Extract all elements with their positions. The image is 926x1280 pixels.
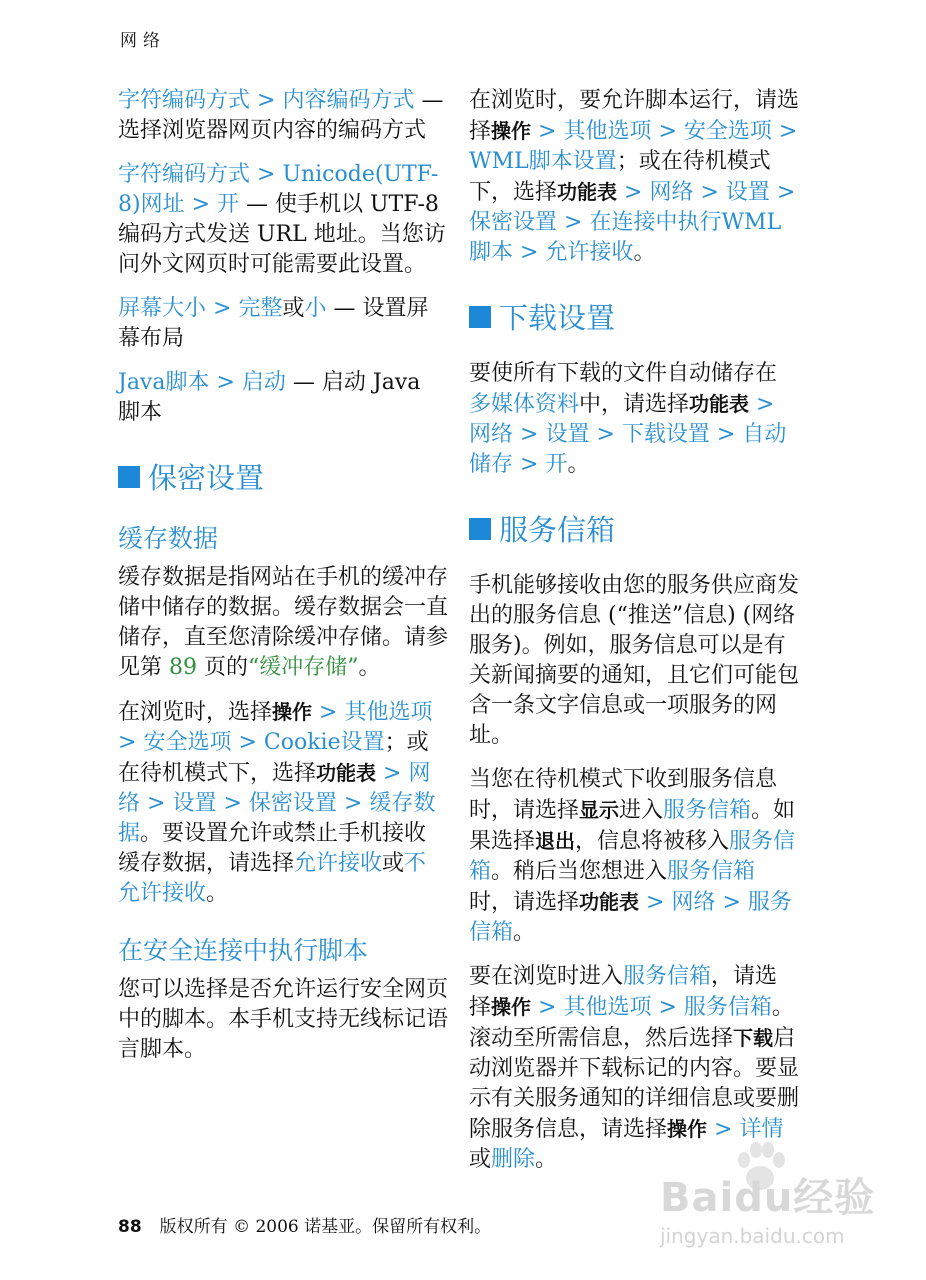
- menu-network: 网络: [671, 890, 716, 915]
- arrow: >: [209, 370, 242, 395]
- text: 。: [567, 452, 590, 477]
- arrow: >: [769, 180, 796, 205]
- menu-small: 小: [304, 296, 327, 321]
- softkey-show: 显示: [579, 798, 620, 822]
- menu-disallow: 不允许接收: [118, 851, 427, 906]
- arrow: >: [589, 422, 622, 447]
- menu-gallery: 多媒体资料: [469, 392, 580, 417]
- arrow: >: [707, 1117, 740, 1142]
- arrow: >: [206, 296, 239, 321]
- menu-network: 网络: [649, 180, 694, 205]
- description: — 选择浏览器网页内容的编码方式: [118, 88, 444, 143]
- menu-service-inbox: 服务信箱: [469, 890, 792, 945]
- menu-settings: 设置: [545, 422, 590, 447]
- arrow: >: [557, 210, 590, 235]
- page-reference: 89: [169, 655, 197, 680]
- text-or: 或: [382, 851, 405, 876]
- text: 。如果选择: [469, 798, 796, 854]
- menu-on: 开: [545, 452, 568, 477]
- arrow: >: [312, 700, 345, 725]
- text: 。稍后当您想进入: [491, 859, 668, 884]
- arrow: >: [715, 890, 748, 915]
- menu-security-options: 安全选项: [143, 730, 232, 755]
- softkey-menu: 功能表: [557, 180, 618, 204]
- menu-allow: 允许接收: [294, 851, 383, 876]
- arrow: >: [336, 791, 370, 816]
- arrow: >: [118, 730, 144, 755]
- softkey-menu: 功能表: [316, 761, 377, 785]
- softkey-options: 操作: [272, 700, 313, 724]
- left-column: [118, 86, 448, 1079]
- menu-network: 网络: [118, 761, 431, 816]
- menu-security-options: 安全选项: [683, 119, 772, 144]
- menu-service-inbox: 服务信箱: [663, 798, 752, 823]
- menu-content-encoding: 内容编码方式: [282, 88, 415, 113]
- heading-secure-script: 在安全连接中执行脚本: [118, 936, 369, 965]
- text: 。滚动至所需信息，然后选择: [469, 995, 794, 1051]
- menu-service-inbox: 服务信箱: [683, 995, 772, 1020]
- softkey-download: 下载: [733, 1026, 774, 1050]
- paragraph-inbox-intro: 手机能够接收由您的服务供应商发出的服务信息 (“推送”信息) (网络服务)。例如，服务信息可以是有关新闻摘要的通知，且它们可能包含一条文字信息或一项服务的网址。: [469, 573, 800, 748]
- paragraph-download: [469, 359, 799, 480]
- paragraph-cache-path: [118, 697, 448, 909]
- arrow: >: [709, 422, 743, 447]
- softkey-menu: 功能表: [579, 890, 640, 914]
- heading-square-icon: [469, 518, 491, 540]
- heading-square-icon: [469, 306, 491, 328]
- menu-unicode-url: Unicode(UTF-8)网址: [118, 162, 439, 217]
- arrow: >: [250, 162, 283, 187]
- softkey-exit: 退出: [535, 829, 576, 853]
- text: 要使所有下载的文件自动储存在: [469, 361, 778, 386]
- menu-settings: 设置: [172, 791, 217, 816]
- softkey-options: 操作: [491, 119, 532, 143]
- paragraph-java-script: [118, 368, 448, 428]
- menu-other-options: 其他选项: [344, 700, 433, 725]
- arrow: >: [513, 452, 546, 477]
- text: 页的: [197, 655, 248, 680]
- arrow: >: [184, 192, 218, 217]
- page-footer: [118, 1212, 491, 1237]
- arrow: >: [651, 995, 684, 1020]
- menu-auto-save: 自动储存: [469, 422, 787, 477]
- description: — 设置屏幕布局: [118, 296, 429, 351]
- menu-full: 完整: [238, 296, 283, 321]
- paragraph-char-encoding-unicode: [118, 160, 448, 280]
- text: 。: [633, 240, 656, 265]
- text: 缓存数据是指网站在手机的缓冲存储中储存的数据。缓存数据会一直储存，直至您清除缓冲存储。请参见第: [118, 565, 449, 680]
- text: 时，请选择: [469, 890, 580, 915]
- text: 要在浏览时进入: [469, 964, 624, 989]
- text: 。: [535, 1147, 558, 1172]
- page-number: 88: [118, 1217, 142, 1237]
- text-or: 或: [469, 1147, 492, 1172]
- menu-delete: 删除: [491, 1147, 536, 1172]
- copyright: 版权所有 © 2006 诺基亚。保留所有权利。: [159, 1217, 492, 1237]
- menu-settings: 设置: [725, 180, 770, 205]
- softkey-options: 操作: [491, 995, 532, 1019]
- menu-download-settings: 下载设置: [621, 422, 710, 447]
- menu-java-script: Java脚本: [118, 370, 210, 395]
- text: ，信息将被移入: [575, 829, 730, 854]
- watermark-logo: Baidu经验: [660, 1175, 876, 1221]
- paragraph-script-path: [469, 86, 799, 268]
- paragraph-screen-size: [118, 294, 448, 354]
- text: ，请选择: [469, 964, 778, 1020]
- arrow: >: [531, 995, 564, 1020]
- arrow: >: [749, 392, 775, 417]
- arrow: >: [250, 88, 283, 113]
- menu-char-encoding: 字符编码方式: [118, 88, 251, 113]
- heading-text: 服务信箱: [499, 513, 616, 547]
- paragraph-secure-script: 您可以选择是否允许运行安全网页中的脚本。本手机支持无线标记语言脚本。: [118, 977, 449, 1062]
- baidu-watermark: [660, 1140, 900, 1250]
- text: 在浏览时，选择: [118, 700, 273, 725]
- text-or: 或: [282, 296, 305, 321]
- right-column: [469, 86, 799, 1189]
- arrow: >: [231, 730, 264, 755]
- text: 。: [358, 655, 381, 680]
- cross-reference: “缓冲存储”: [248, 655, 359, 680]
- heading-square-icon: [118, 466, 140, 488]
- arrow: >: [651, 119, 684, 144]
- section-header: 网络: [120, 31, 166, 51]
- text: 进入: [619, 798, 664, 823]
- softkey-menu: 功能表: [689, 392, 750, 416]
- menu-cache-data: 缓存数据: [118, 791, 436, 846]
- menu-on: 开: [217, 192, 240, 217]
- heading-service-inbox: [469, 508, 799, 549]
- menu-service-inbox: 服务信箱: [469, 829, 796, 884]
- menu-security-settings: 保密设置: [248, 791, 337, 816]
- arrow: >: [531, 119, 564, 144]
- text: 在浏览时，要允许脚本运行，请选择: [469, 88, 800, 144]
- menu-security-settings: 保密设置: [469, 210, 558, 235]
- menu-details: 详情: [739, 1117, 784, 1142]
- paragraph-char-encoding-content: [118, 86, 448, 146]
- arrow: >: [513, 240, 546, 265]
- menu-service-inbox: 服务信箱: [667, 859, 756, 884]
- paragraph-inbox-standby: [469, 765, 799, 948]
- menu-service-inbox: 服务信箱: [623, 964, 712, 989]
- heading-text: 下载设置: [499, 301, 616, 335]
- watermark-url: jingyan.baidu.com: [660, 1224, 845, 1248]
- softkey-options: 操作: [667, 1117, 708, 1141]
- menu-screen-size: 屏幕大小: [118, 296, 207, 321]
- arrow: >: [140, 791, 173, 816]
- heading-cache-data: 缓存数据: [118, 524, 219, 553]
- menu-char-encoding: 字符编码方式: [118, 162, 251, 187]
- text: 启动浏览器并下载标记的内容。要显示有关服务通知的详细信息或要删除服务信息，请选择: [469, 1026, 800, 1142]
- description: — 使手机以 UTF-8 编码方式发送 URL 地址。当您访问外文网页时可能需要此设置。: [118, 192, 446, 277]
- arrow: >: [771, 119, 798, 144]
- menu-allow: 允许接收: [545, 240, 634, 265]
- arrow: >: [617, 180, 650, 205]
- heading-text: 保密设置: [148, 461, 265, 495]
- text: 。: [513, 920, 536, 945]
- arrow: >: [513, 422, 546, 447]
- menu-cookie-settings: Cookie设置: [263, 730, 385, 755]
- menu-wml-script-settings: WML脚本设置: [469, 149, 617, 174]
- arrow: >: [693, 180, 726, 205]
- text: ；或在待机模式下，选择: [118, 730, 429, 786]
- arrow: >: [376, 761, 409, 786]
- menu-other-options: 其他选项: [563, 119, 652, 144]
- menu-other-options: 其他选项: [563, 995, 652, 1020]
- arrow: >: [216, 791, 249, 816]
- text: 中，请选择: [579, 392, 690, 417]
- text: 当您在待机模式下收到服务信息时，请选择: [469, 767, 778, 823]
- description: — 启动 Java 脚本: [118, 370, 421, 425]
- paragraph-cache-description: [118, 563, 448, 683]
- text: 。: [206, 881, 229, 906]
- heading-download-settings: [469, 296, 799, 337]
- text: 。要设置允许或禁止手机接收缓存数据，请选择: [118, 821, 427, 876]
- arrow: >: [639, 890, 672, 915]
- menu-start: 启动: [241, 370, 286, 395]
- menu-run-wml-script: 在连接中执行WML脚本: [469, 210, 782, 265]
- heading-security-settings: [118, 456, 448, 497]
- text: ；或在待机模式下，选择: [469, 149, 771, 205]
- menu-network: 网络: [469, 422, 514, 447]
